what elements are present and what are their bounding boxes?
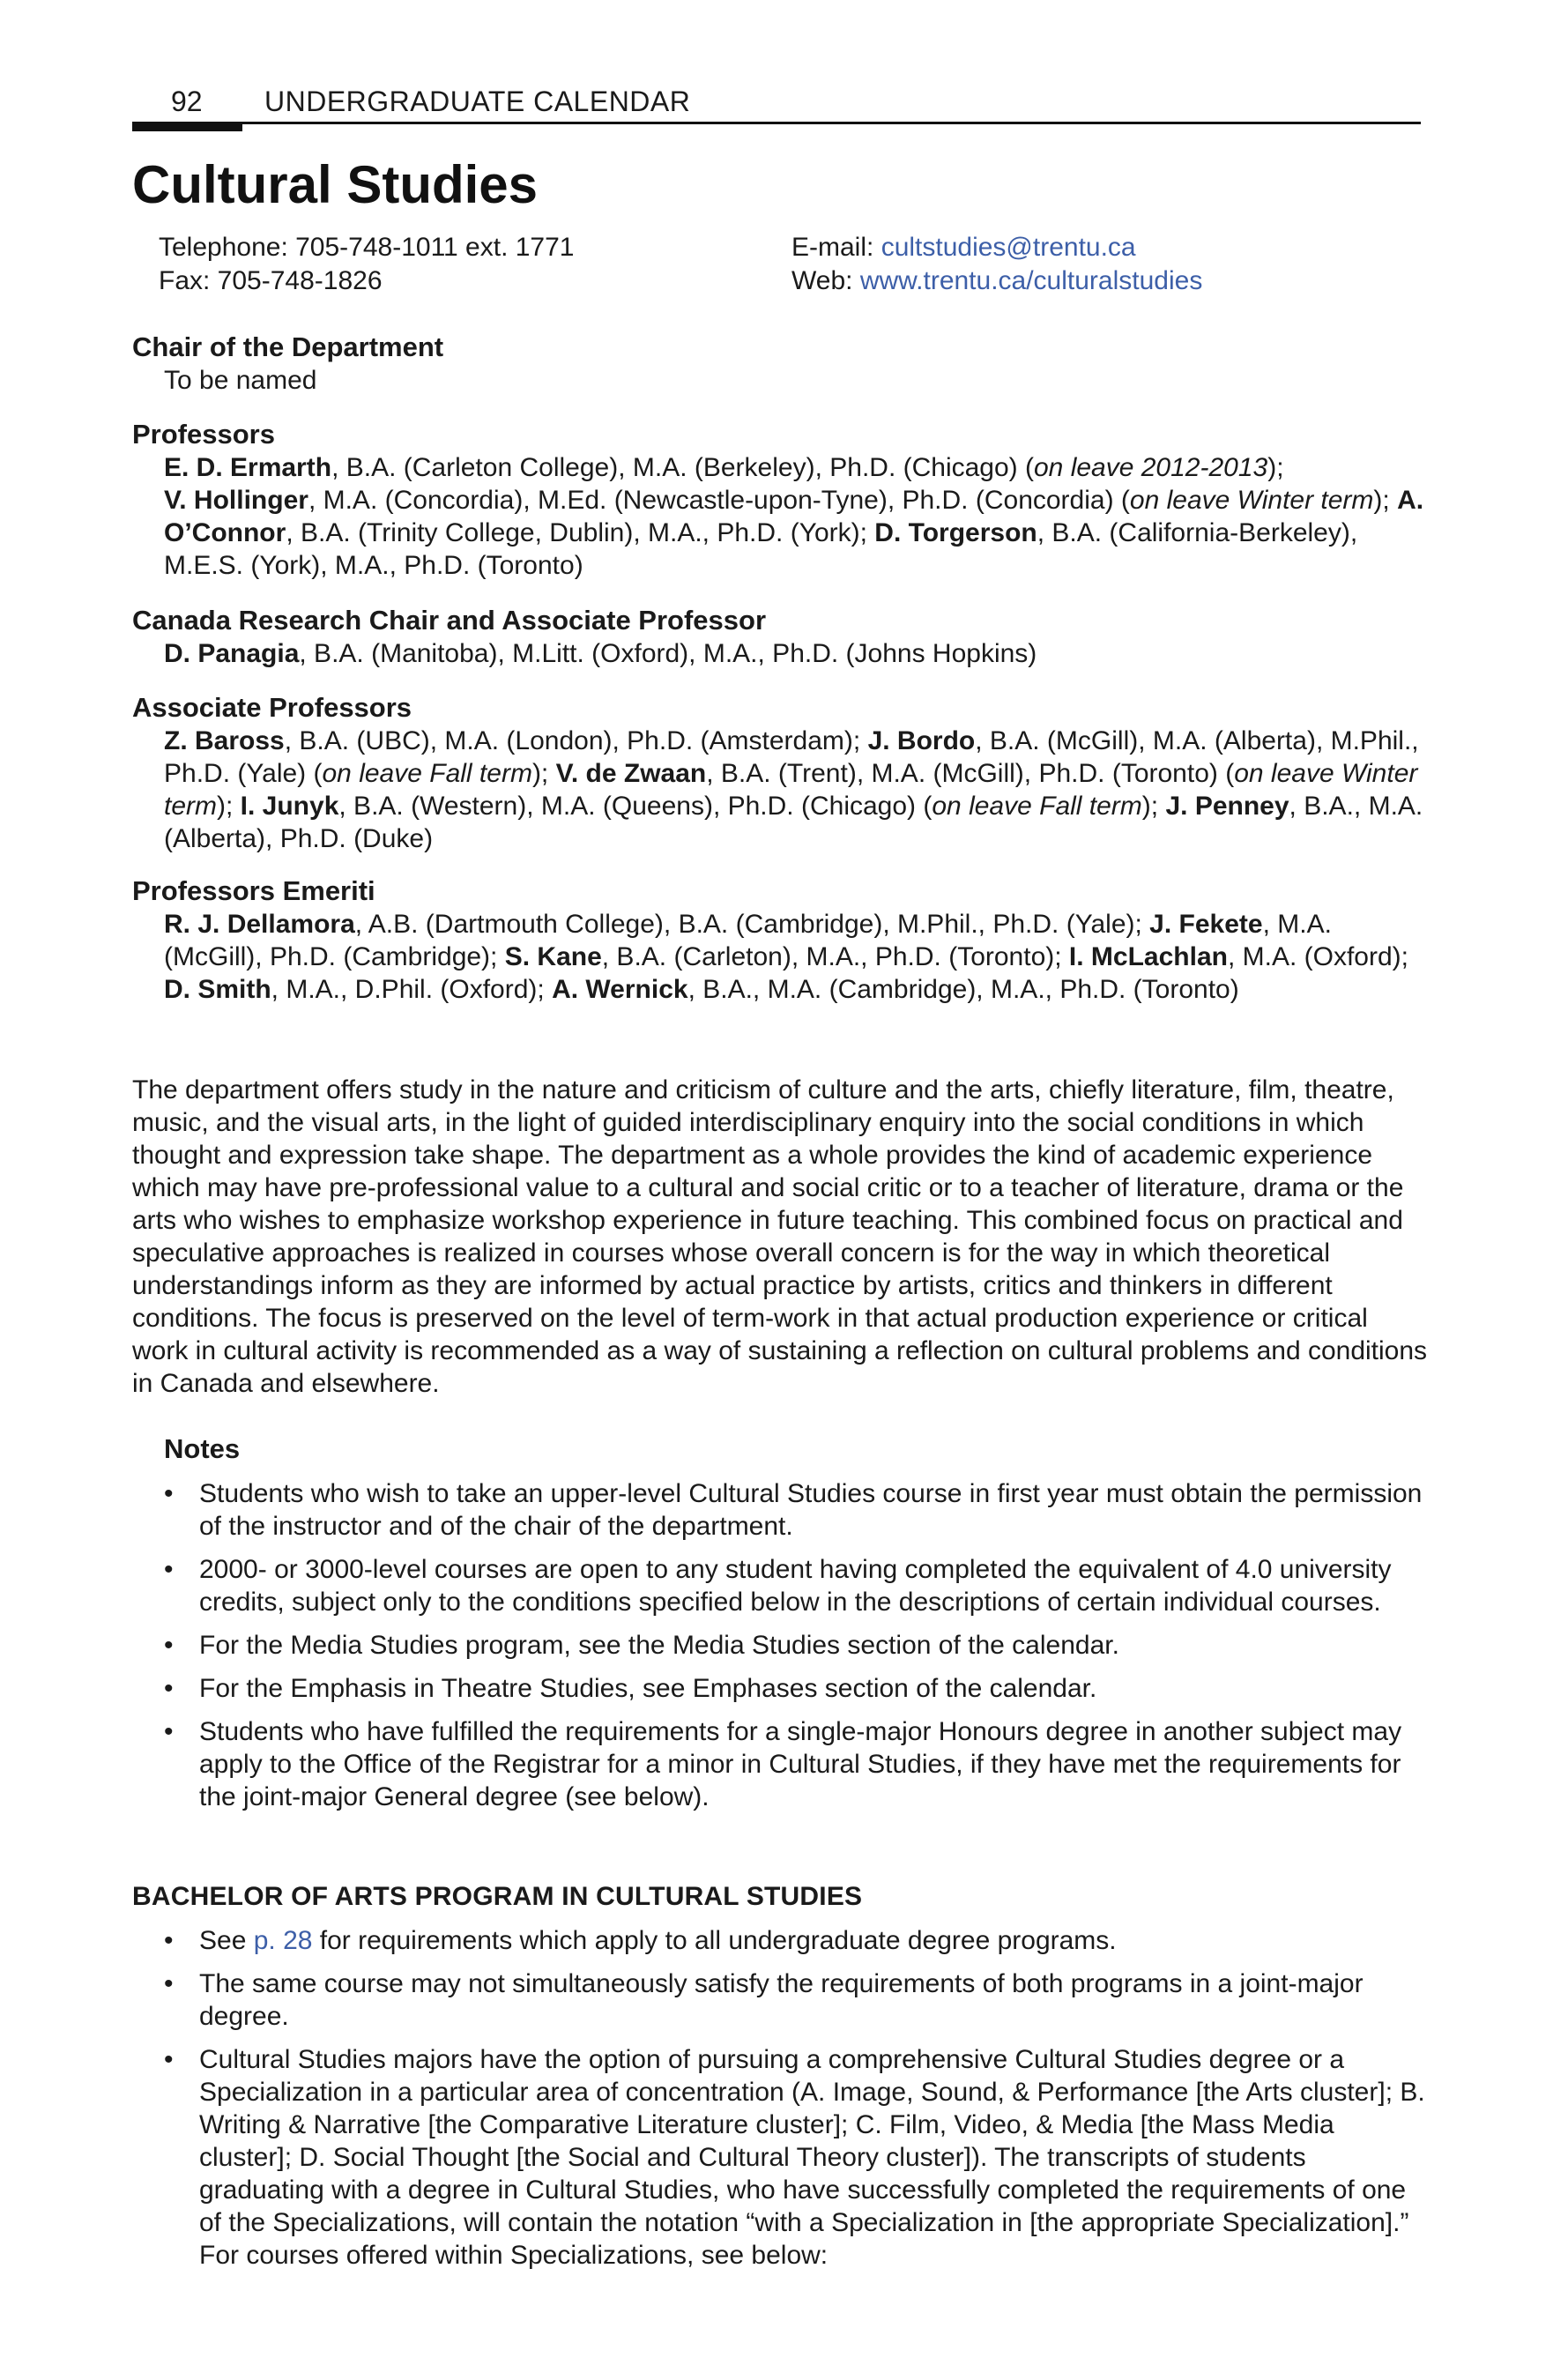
- professor-credentials: , B.A., M.A. (Alberta), Ph.D. (Duke): [164, 792, 1423, 853]
- item-text: See: [199, 1926, 254, 1955]
- running-header: [132, 81, 1421, 122]
- web-link[interactable]: www.trentu.ca/culturalstudies: [859, 266, 1203, 295]
- telephone: Telephone: 705-748-1011 ext. 1771: [159, 233, 575, 262]
- associate-professors-section: [132, 691, 1428, 855]
- chair-section: [132, 331, 1428, 397]
- professor-credentials: , B.A. (Carleton College), M.A. (Berkeley), Ph.D. (Chicago) (: [331, 453, 1034, 482]
- leave-note: on leave Winter term: [164, 759, 1418, 821]
- professor-credentials: , B.A. (Western), M.A. (Queens), Ph.D. (Chicago) (: [338, 792, 933, 821]
- intro-paragraph: The department offers study in the nature and criticism of culture and the arts, chiefly literature, film, theatre, music, and the visual arts, in the light of guided interdisciplinary enquiry into the social conditions in which thought and expression take shape. The department as a whole provides the kind of academic experience which may have pre-professional value to a cultural and social critic or to a teacher of literature, drama or the arts who wishes to emphasize workshop experience in future teaching. This combined focus on practical and speculative approaches is realized in courses whose overall concern is for the way in which theoretical understandings inform as they are informed by actual practice by artists, critics and thinkers in different conditions. The focus is preserved on the level of term-work in that actual production experience or critical work in cultural activity is recommended as a way of sustaining a reflection on cultural problems and conditions in Canada and elsewhere.: [132, 1075, 1428, 1398]
- emeriti-list: [132, 908, 1428, 1006]
- professor-credentials: , B.A. (California-Berkeley), M.E.S. (York), M.A., Ph.D. (Toronto): [164, 518, 1358, 580]
- note-text: For the Media Studies program, see the Media Studies section of the calendar.: [199, 1631, 1119, 1660]
- professor-name: V. Hollinger: [164, 486, 308, 515]
- professor-name: J. Penney: [1165, 792, 1289, 821]
- note-text: Students who wish to take an upper-level Cultural Studies course in first year must obtain the permission of the instructor and of the chair of the department.: [199, 1479, 1423, 1541]
- bullet-icon: •: [164, 1555, 174, 1584]
- professor-name: R. J. Dellamora: [164, 910, 355, 939]
- list-item: [164, 1967, 1433, 2033]
- separator: );: [1141, 792, 1166, 821]
- chair-heading: Chair of the Department: [132, 331, 444, 362]
- professor-credentials: , B.A. (McGill), M.A. (Alberta), M.Phil., Ph.D. (Yale) (: [164, 726, 1419, 788]
- professor-credentials: , M.A. (Concordia), M.Ed. (Newcastle-upon-Tyne), Ph.D. (Concordia) (: [308, 486, 1130, 515]
- bullet-icon: •: [164, 1479, 174, 1508]
- professor-name: A. Wernick: [552, 975, 688, 1004]
- professors-section: [132, 418, 1428, 582]
- separator: );: [217, 792, 241, 821]
- page-number: 92: [171, 86, 203, 117]
- professor-name: J. Fekete: [1149, 910, 1263, 939]
- professor-credentials: , B.A. (Trent), M.A. (McGill), Ph.D. (Toronto) (: [706, 759, 1235, 788]
- separator: );: [531, 759, 556, 788]
- professors-list: [132, 451, 1428, 582]
- leave-note: on leave 2012-2013: [1033, 453, 1268, 482]
- research-chair-heading: Canada Research Chair and Associate Professor: [132, 605, 767, 636]
- list-item: [164, 1715, 1433, 1813]
- professor-name: E. D. Ermarth: [164, 453, 332, 482]
- list-item: [164, 1477, 1433, 1543]
- page-reference-link[interactable]: p. 28: [253, 1926, 313, 1955]
- professor-credentials: , B.A., M.A. (Cambridge), M.A., Ph.D. (Toronto): [687, 975, 1239, 1004]
- professor-name: I. Junyk: [240, 792, 339, 821]
- professor-name: S. Kane: [504, 942, 602, 971]
- list-item: [164, 1672, 1433, 1705]
- web-line: [791, 264, 1461, 298]
- emeriti-section: [132, 874, 1428, 1006]
- bullet-icon: •: [164, 1674, 174, 1703]
- professor-name: D. Torgerson: [874, 518, 1037, 547]
- professor-name: J. Bordo: [867, 726, 976, 755]
- separator: );: [1373, 486, 1398, 515]
- ba-program-heading: BACHELOR OF ARTS PROGRAM IN CULTURAL STUDIES: [132, 1882, 863, 1911]
- bullet-icon: •: [164, 1631, 174, 1660]
- professor-name: D. Smith: [164, 975, 271, 1004]
- associate-heading: Associate Professors: [132, 692, 412, 723]
- professor-credentials: , A.B. (Dartmouth College), B.A. (Cambridge), M.Phil., Ph.D. (Yale);: [354, 910, 1150, 939]
- ba-program-list: [164, 1924, 1433, 2282]
- professor-name: I. McLachlan: [1068, 942, 1228, 971]
- bullet-icon: •: [164, 1717, 174, 1746]
- contact-phone-fax: [159, 231, 776, 298]
- email-link[interactable]: cultstudies@trentu.ca: [881, 233, 1136, 262]
- professor-credentials: , B.A. (Manitoba), M.Litt. (Oxford), M.A., Ph.D. (Johns Hopkins): [299, 639, 1037, 668]
- leave-note: on leave Fall term: [932, 792, 1142, 821]
- page-title: Cultural Studies: [132, 155, 539, 214]
- list-item: [164, 2043, 1433, 2272]
- professor-credentials: , M.A. (McGill), Ph.D. (Cambridge);: [164, 910, 1332, 971]
- header-tab-bar: [132, 122, 242, 131]
- professor-name: V. de Zwaan: [555, 759, 707, 788]
- separator: );: [1267, 453, 1284, 482]
- email-line: [791, 231, 1461, 264]
- item-text: for requirements which apply to all undergraduate degree programs.: [312, 1926, 1117, 1955]
- bullet-icon: •: [164, 2045, 174, 2074]
- professor-credentials: , B.A. (UBC), M.A. (London), Ph.D. (Amsterdam);: [284, 726, 868, 755]
- professor-name: D. Panagia: [164, 639, 300, 668]
- professor-credentials: , B.A. (Trinity College, Dublin), M.A., Ph.D. (York);: [286, 518, 875, 547]
- professor-name: A. O’Connor: [164, 486, 1424, 547]
- fax: Fax: 705-748-1826: [159, 266, 383, 295]
- item-text: Cultural Studies majors have the option of pursuing a comprehensive Cultural Studies degree or a Specialization in a particular area of concentration (A. Image, Sound, & Performance [the Arts cluster]; B. Writing & Narrative [the Comparative Literature cluster]; C. Film, Video, & Media [the Mass Media cluster]; D. Social Thought [the Social and Cultural Theory cluster]). The transcripts of students graduating with a degree in Cultural Studies, who have successfully completed the requirements of one of the Specializations, will contain the notation “with a Specialization in [the appropriate Specialization].” For courses offered within Specializations, see below:: [199, 2045, 1425, 2270]
- notes-list: [164, 1477, 1433, 1824]
- web-label: Web:: [791, 266, 860, 295]
- professors-heading: Professors: [132, 419, 275, 450]
- notes-heading: Notes: [164, 1433, 241, 1464]
- list-item: [164, 1553, 1433, 1618]
- research-chair-section: [132, 604, 1428, 670]
- contact-online: [791, 231, 1461, 298]
- professor-credentials: , M.A., D.Phil. (Oxford);: [271, 975, 553, 1004]
- note-text: 2000- or 3000-level courses are open to any student having completed the equivalent of 4.0 university credits, subject only to the conditions specified below in the descriptions of certain individual courses.: [199, 1555, 1392, 1617]
- professor-name: Z. Baross: [164, 726, 285, 755]
- associate-list: [132, 725, 1428, 855]
- running-title: UNDERGRADUATE CALENDAR: [264, 86, 691, 117]
- professor-credentials: , B.A. (Carleton), M.A., Ph.D. (Toronto);: [601, 942, 1069, 971]
- note-text: Students who have fulfilled the requirements for a single-major Honours degree in another subject may apply to the Office of the Registrar for a minor in Cultural Studies, if they have met the requirements for the joint-major General degree (see below).: [199, 1717, 1402, 1811]
- leave-note: on leave Fall term: [322, 759, 532, 788]
- email-label: E-mail:: [791, 233, 881, 262]
- note-text: For the Emphasis in Theatre Studies, see Emphases section of the calendar.: [199, 1674, 1097, 1703]
- list-item: [164, 1629, 1433, 1662]
- professor-credentials: , M.A. (Oxford);: [1227, 942, 1408, 971]
- bullet-icon: •: [164, 1969, 174, 1998]
- research-chair-entry: [132, 637, 1428, 670]
- list-item: [164, 1924, 1433, 1957]
- bullet-icon: •: [164, 1926, 174, 1955]
- chair-name: To be named: [164, 366, 317, 395]
- leave-note: on leave Winter term: [1129, 486, 1374, 515]
- emeriti-heading: Professors Emeriti: [132, 875, 375, 906]
- item-text: The same course may not simultaneously satisfy the requirements of both programs in a joint-major degree.: [199, 1969, 1364, 2031]
- header-rule: [132, 122, 1421, 124]
